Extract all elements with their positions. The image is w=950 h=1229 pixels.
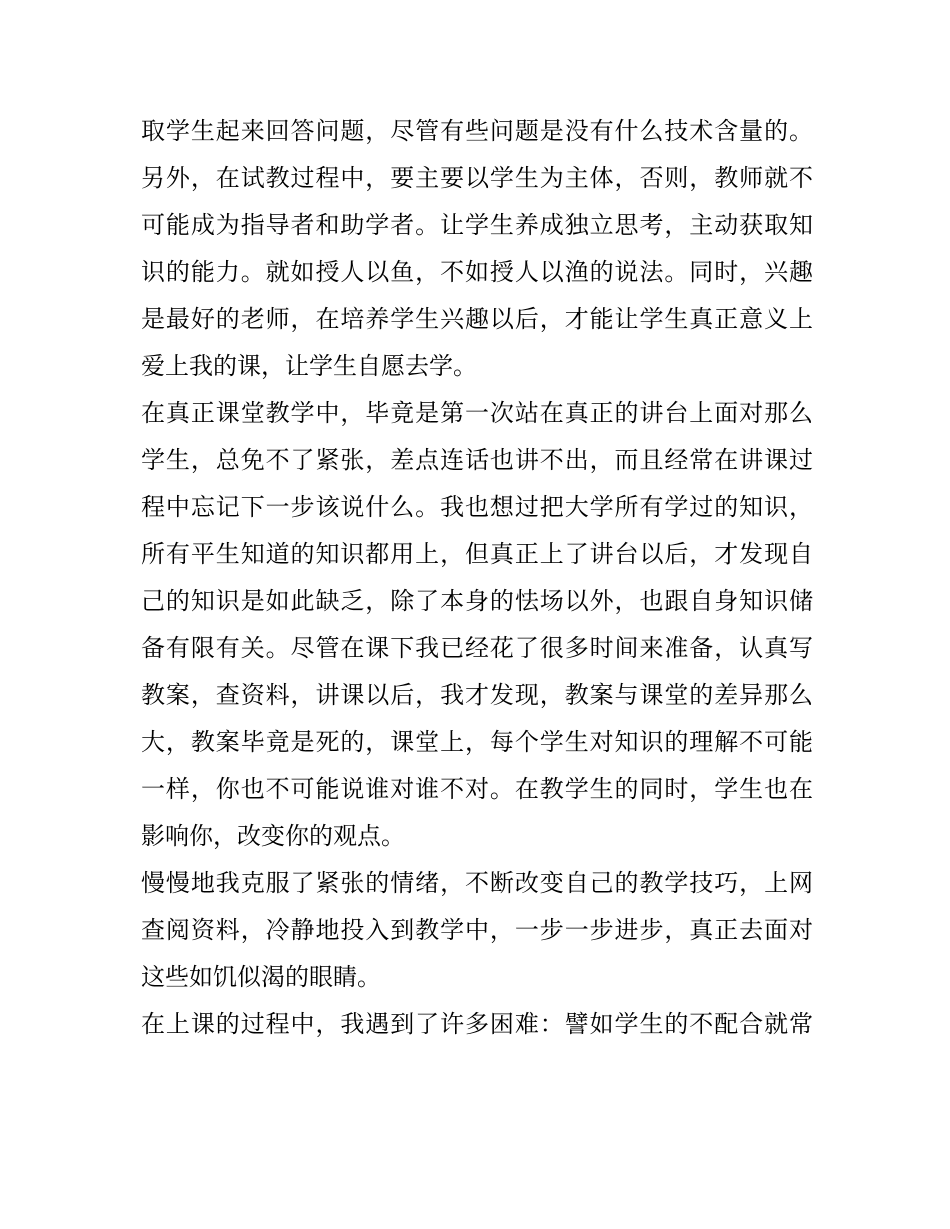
text-line-17: 慢慢地我克服了紧张的情绪，不断改变自己的教学技巧，上网 [141, 869, 813, 897]
text-line-1: 取学生起来回答问题，尽管有些问题是没有什么技术含量的。 [141, 117, 813, 145]
text-line-2: 另外，在试教过程中，要主要以学生为主体，否则，教师就不 [141, 164, 813, 192]
text-line-3: 可能成为指导者和助学者。让学生养成独立思考，主动获取知 [141, 211, 813, 239]
text-line-20: 在上课的过程中，我遇到了许多困难：譬如学生的不配合就常 [141, 1010, 813, 1038]
text-line-10: 所有平生知道的知识都用上，但真正上了讲台以后，才发现自 [141, 540, 813, 568]
text-line-7: 在真正课堂教学中，毕竟是第一次站在真正的讲台上面对那么 [141, 399, 813, 427]
text-line-14: 大，教案毕竟是死的，课堂上，每个学生对知识的理解不可能 [141, 728, 813, 756]
text-line-13: 教案，查资料，讲课以后，我才发现，教案与课堂的差异那么 [141, 681, 813, 709]
text-line-18: 查阅资料，冷静地投入到教学中，一步一步进步，真正去面对 [141, 916, 813, 944]
text-line-4: 识的能力。就如授人以鱼，不如授人以渔的说法。同时，兴趣 [141, 258, 813, 286]
text-line-15: 一样，你也不可能说谁对谁不对。在教学生的同时，学生也在 [141, 775, 813, 803]
document-body [141, 108, 813, 1048]
text-line-19: 这些如饥似渴的眼睛。 [141, 963, 381, 991]
text-line-9: 程中忘记下一步该说什么。我也想过把大学所有学过的知识， [141, 493, 813, 521]
text-line-6: 爱上我的课，让学生自愿去学。 [141, 352, 477, 380]
text-line-11: 己的知识是如此缺乏，除了本身的怯场以外，也跟自身知识储 [141, 587, 813, 615]
text-line-8: 学生，总免不了紧张，差点连话也讲不出，而且经常在讲课过 [141, 446, 813, 474]
text-line-16: 影响你，改变你的观点。 [141, 822, 405, 850]
text-line-12: 备有限有关。尽管在课下我已经花了很多时间来准备，认真写 [141, 634, 813, 662]
text-line-5: 是最好的老师，在培养学生兴趣以后，才能让学生真正意义上 [141, 305, 813, 333]
